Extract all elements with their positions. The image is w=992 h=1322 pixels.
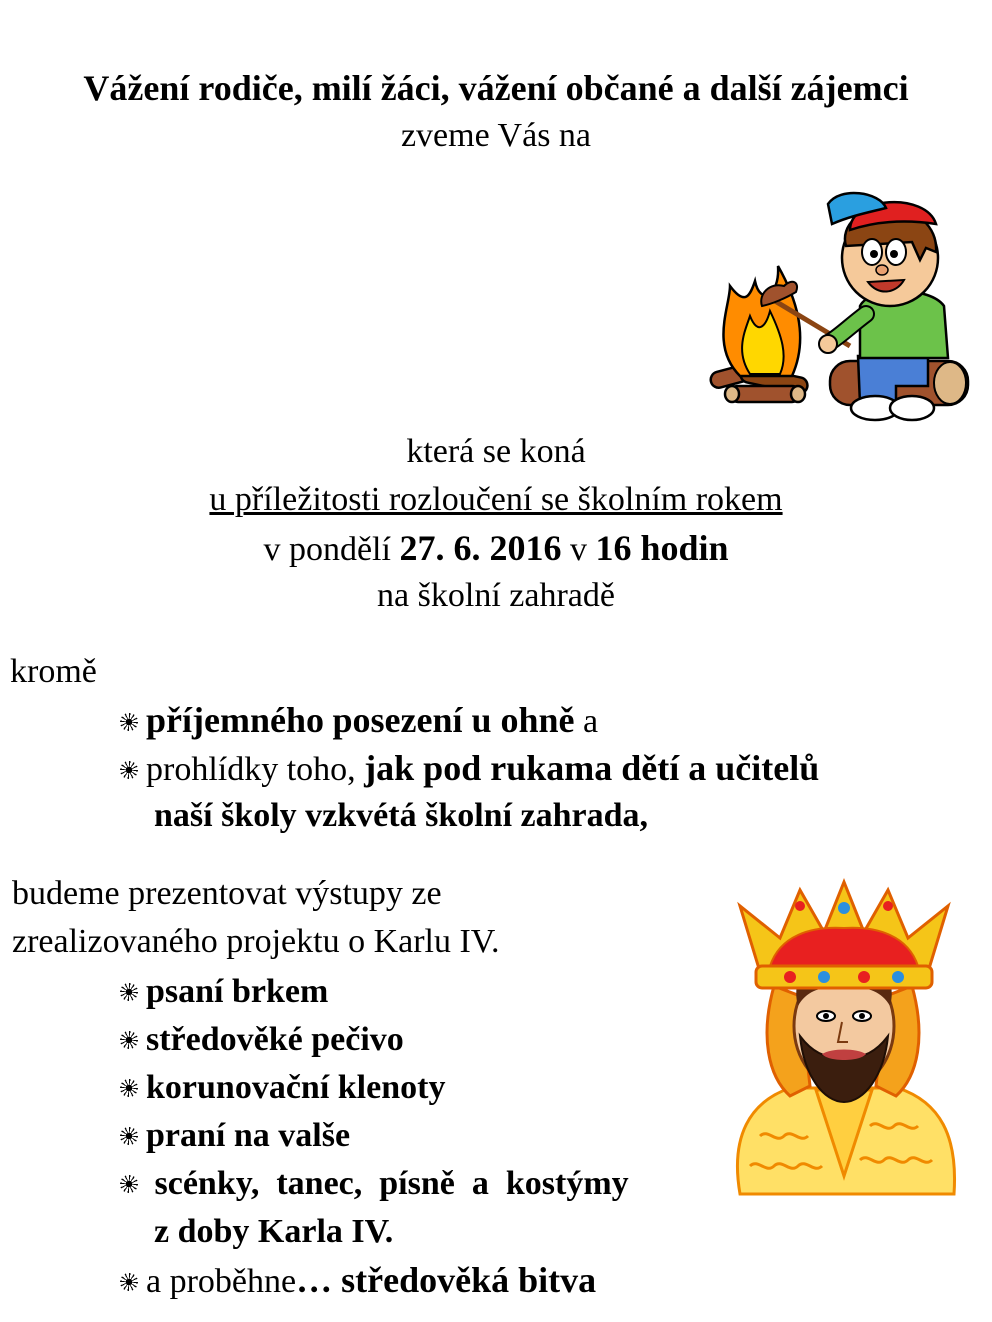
besides-item-2 bbox=[120, 746, 819, 792]
item1-end: a bbox=[574, 703, 599, 740]
event-occasion bbox=[0, 478, 992, 522]
time-prefix: v bbox=[561, 531, 596, 568]
project-item-5: scénky, tanec, písně a kostýmy bbox=[120, 1162, 629, 1206]
project-item-3: korunovační klenoty bbox=[120, 1066, 445, 1110]
project-line-2: zrealizovaného projektu o Karlu IV. bbox=[12, 923, 500, 960]
last-plain: a proběhne bbox=[146, 1263, 297, 1300]
boy-campfire-illustration bbox=[700, 186, 974, 426]
bullet-icon bbox=[120, 1127, 138, 1145]
event-date: 27. 6. 2016 bbox=[399, 528, 562, 568]
project-item-last bbox=[120, 1258, 596, 1304]
bullet-icon bbox=[120, 1031, 138, 1049]
besides-item-2-continued: naší školy vzkvétá školní zahrada, bbox=[154, 797, 649, 834]
besides-intro: kromě bbox=[10, 653, 97, 690]
bullet-icon bbox=[120, 1273, 138, 1291]
bullet-icon bbox=[120, 1079, 138, 1097]
item1-bold-b: posezení u ohně bbox=[332, 700, 575, 740]
item2-bold: jak pod rukama dětí a učitelů bbox=[364, 748, 820, 788]
date-prefix: v pondělí bbox=[263, 531, 400, 568]
event-intro: která se koná bbox=[406, 433, 586, 470]
project-line-1: budeme prezentovat výstupy ze bbox=[12, 875, 442, 912]
event-datetime bbox=[0, 526, 992, 572]
bullet-icon bbox=[120, 983, 138, 1001]
greeting-heading: Vážení rodiče, milí žáci, vážení občané a další zájemci bbox=[83, 68, 909, 108]
last-bold: … středověká bitva bbox=[296, 1260, 597, 1300]
invite-line: zveme Vás na bbox=[400, 117, 592, 154]
bullet-icon bbox=[120, 1175, 138, 1193]
project-item-1: psaní brkem bbox=[120, 970, 328, 1014]
occasion-text: u příležitosti rozloučení se školním rokem bbox=[209, 481, 783, 518]
item1-bold-a: příjemného bbox=[146, 700, 324, 740]
event-time: 16 hodin bbox=[595, 528, 729, 568]
project-item-2: středověké pečivo bbox=[120, 1018, 404, 1062]
project-item-5-continued: z doby Karla IV. bbox=[154, 1213, 394, 1250]
bullet-icon bbox=[120, 713, 138, 731]
bullet-icon bbox=[120, 761, 138, 779]
besides-item-1 bbox=[120, 698, 598, 744]
item2-plain: prohlídky toho, bbox=[146, 751, 365, 788]
event-place: na školní zahradě bbox=[377, 577, 615, 614]
king-charles-illustration bbox=[720, 876, 966, 1206]
project-item-4: praní na valše bbox=[120, 1114, 350, 1158]
